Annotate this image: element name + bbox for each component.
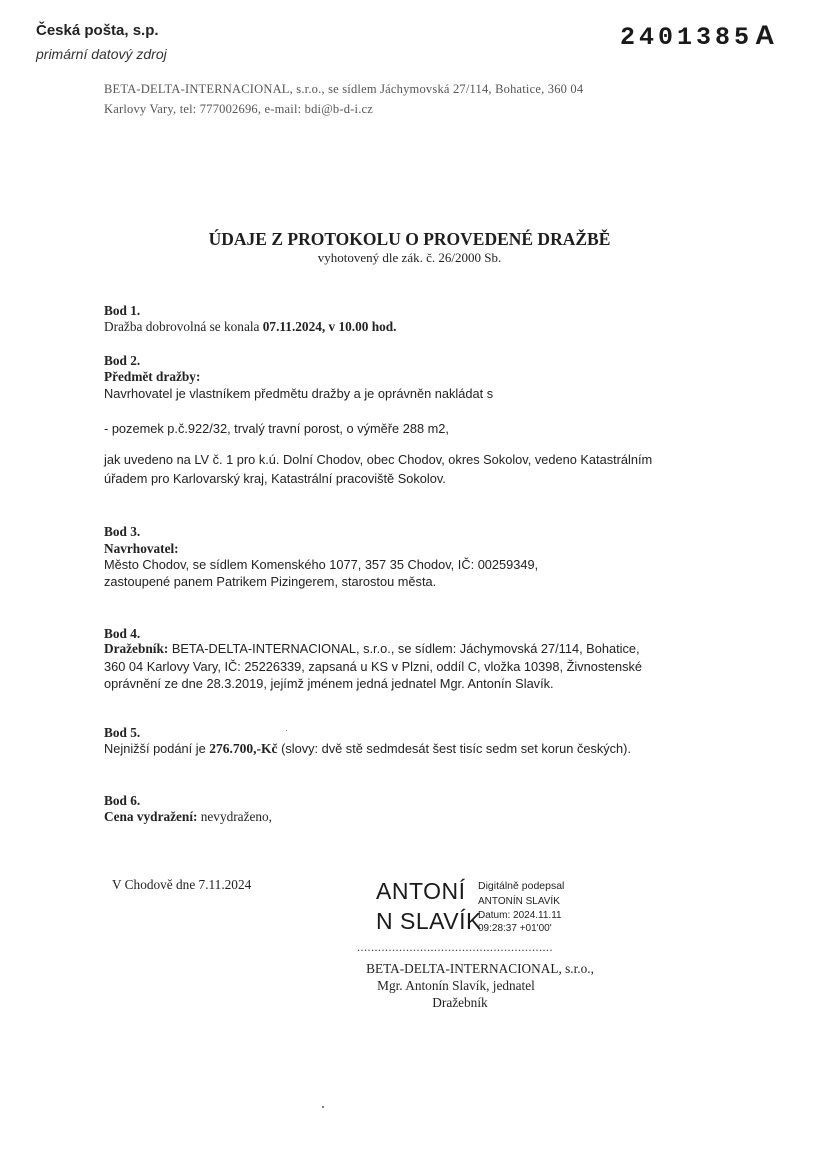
place-and-date: V Chodově dne 7.11.2024 — [112, 877, 252, 892]
bod4-heading: Bod 4. — [104, 626, 141, 641]
signature-role: Dražebník — [432, 995, 488, 1010]
bod1-text — [104, 319, 397, 335]
bod5-amount: 276.700,-Kč — [209, 741, 278, 756]
bod3-subheading: Navrhovatel: — [104, 541, 179, 556]
bod4-label: Dražebník: — [104, 641, 169, 656]
signature-meta-4: 09:28:37 +01'00' — [478, 923, 552, 934]
bod2-subheading: Předmět dražby: — [104, 369, 201, 384]
bod4-line-3: oprávnění ze dne 28.3.2019, jejímž jménem jedná jednatel Mgr. Antonín Slavík. — [104, 676, 554, 691]
signature-meta-1: Digitálně podepsal — [478, 880, 565, 892]
bod2-heading: Bod 2. — [104, 353, 141, 368]
signature-name-line-2: N SLAVÍK — [376, 908, 482, 934]
bod6-label: Cena vydražení: — [104, 809, 198, 824]
bod5-heading: Bod 5. — [104, 725, 141, 740]
document-id-suffix: A — [755, 20, 775, 50]
bod5-text — [104, 741, 631, 757]
bod2-line-3: úřadem pro Karlovarský kraj, Katastrální pracoviště Sokolov. — [104, 471, 446, 486]
signature-dotted-line: ........................................................ — [357, 940, 553, 954]
document-id — [620, 20, 775, 52]
posta-name: Česká pošta, s.p. — [36, 22, 159, 39]
bod4-line-2: 360 04 Karlovy Vary, IČ: 25226339, zapsaná u KS v Plzni, oddíl C, vložka 10398, Živnostenské — [104, 659, 643, 674]
signature-meta-3: Datum: 2024.11.11 — [478, 910, 562, 921]
bod5-suffix: (slovy: dvě stě sedmdesát šest tisíc sedm set korun českých). — [277, 741, 631, 756]
scan-speck — [286, 730, 287, 731]
bod5-prefix: Nejnižší podání je — [104, 741, 210, 756]
document-id-number: 2401385 — [620, 23, 754, 52]
scan-speck — [322, 1106, 324, 1108]
document-subtitle: vyhotovený dle zák. č. 26/2000 Sb. — [317, 250, 502, 265]
signature-name-line-1: ANTONÍ — [376, 878, 466, 904]
posta-subtitle: primární datový zdroj — [36, 46, 167, 62]
letterhead-line-2: Karlovy Vary, tel: 777002696, e-mail: bdi@b-d-i.cz — [104, 102, 374, 116]
bod2-line-1: Navrhovatel je vlastníkem předmětu dražby a je oprávněn nakládat s — [104, 386, 494, 401]
signature-meta-2: ANTONÍN SLAVÍK — [478, 896, 560, 907]
letterhead-line-1: BETA-DELTA-INTERNACIONAL, s.r.o., se sídlem Jáchymovská 27/114, Bohatice, 360 04 — [104, 82, 584, 96]
document-title: ÚDAJE Z PROTOKOLU O PROVEDENÉ DRAŽBĚ — [208, 229, 611, 249]
bod6-heading: Bod 6. — [104, 793, 141, 808]
bod4-line-1-text: BETA-DELTA-INTERNACIONAL, s.r.o., se sídlem: Jáchymovská 27/114, Bohatice, — [168, 641, 640, 656]
bod2-line-2: jak uvedeno na LV č. 1 pro k.ú. Dolní Chodov, obec Chodov, okres Sokolov, vedeno Katastrálním — [104, 452, 653, 467]
signature-person: Mgr. Antonín Slavík, jednatel — [377, 978, 535, 993]
bod3-line-1: Město Chodov, se sídlem Komenského 1077, 357 35 Chodov, IČ: 00259349, — [104, 557, 539, 572]
bod1-heading: Bod 1. — [104, 303, 141, 318]
bod4-line-1 — [104, 641, 640, 657]
bod1-text-prefix: Dražba dobrovolná se konala — [104, 319, 263, 334]
bod2-item: - pozemek p.č.922/32, trvalý travní porost, o výměře 288 m2, — [104, 421, 449, 436]
bod3-line-2: zastoupené panem Patrikem Pizingerem, starostou města. — [104, 574, 437, 589]
signature-company: BETA-DELTA-INTERNACIONAL, s.r.o., — [366, 961, 594, 976]
bod6-value: nevydraženo, — [197, 809, 273, 824]
bod1-date-time: 07.11.2024, v 10.00 hod. — [262, 319, 397, 334]
bod6-text — [104, 809, 272, 825]
bod3-heading: Bod 3. — [104, 524, 141, 539]
